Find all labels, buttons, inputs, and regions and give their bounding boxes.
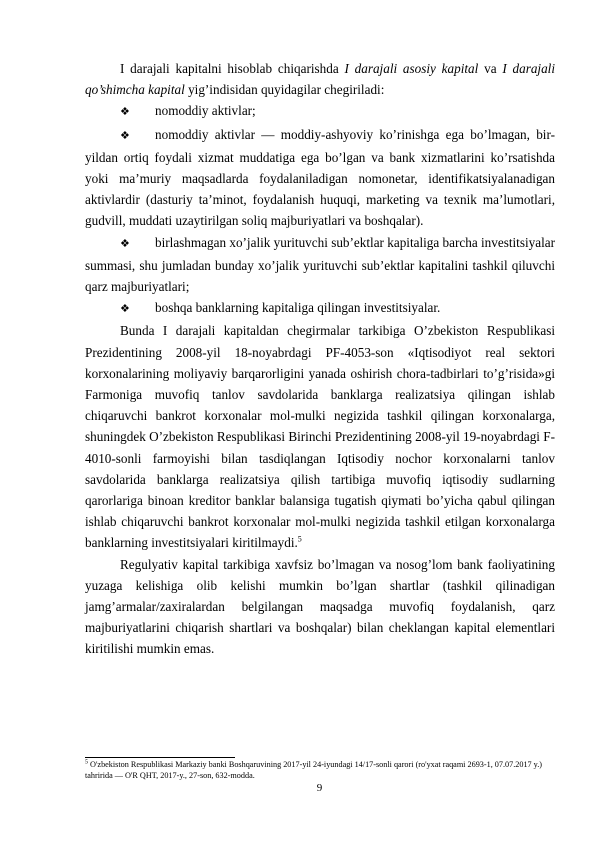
diamond-bullet-icon: ❖ [120,303,130,316]
bullet-text: nomoddiy aktivlar; [155,103,256,119]
intro-text-b: va [478,61,503,76]
footnote-marker: 5 [85,759,88,766]
bullet-item [85,232,555,298]
footnote-text: O'zbekiston Respublikasi Markaziy banki Boshqaruvining 2017-yil 24-iyundagi 14/17-sonli qarori (ro'yxat raqami 2693-1, 07.07.2017 y.) tahririda — O'R QHT, 2017-y., 27-son, 632-modda. [85,760,543,780]
bullet-item [85,124,555,232]
bullet-item [85,297,555,320]
diamond-bullet-icon: ❖ [120,106,130,119]
bullet-item [85,100,555,123]
bullet-text: birlashmagan xo’jalik yurituvchi sub’ektlar kapitaliga barcha investitsiyalar summasi, shu jumladan bunday xo’jalik yurituvchi sub’ektlar kapitalini tashkil qiluvchi qarz majburiyatlari; [85,234,555,295]
diamond-bullet-icon: ❖ [120,129,130,142]
diamond-bullet-icon: ❖ [120,237,130,250]
paragraph-regulatory-capital [85,554,555,660]
footnote-reference[interactable]: 5 [297,535,302,545]
bullet-text: boshqa banklarning kapitaliga qilingan investitsiyalar. [155,300,441,316]
bullet-text: nomoddiy aktivlar — moddiy-ashyoviy ko’rinishga ega bo’lmagan, bir-yildan ortiq foydali xizmat muddatiga ega bo’lgan va bank xizmatlarini ko’rsatishda yoki ma’muriy maqsadlarda foydalaniladigan nomonetar, identifikatsiyalanadigan aktivlardir (dasturiy ta’minot, foydalanish huquqi, marketing va texnik ma’lumotlari, gudvill, muddati uzaytirilgan soliq majburiyatlari va boshqalar). [85,126,555,229]
intro-text-c: yig’indisidan quyidagilar chegiriladi: [184,82,385,98]
intro-italic-b: I darajali qo’shimcha kapital [85,61,556,98]
intro-italic-a: I darajali asosiy kapital [344,61,479,76]
paragraph-regulatory-capital-text: Regulyativ kapital tarkibiga xavfsiz bo’lmagan va nosog’lom bank faoliyatining yuzaga kelishiga olib kelishi mumkin bo’lgan shartlar (tashkil qilinadigan jamg’armalar/zaxiralardan belgilangan maqsadga muvofiq foydalanish, qarz majburiyatlarini chiqarish shartlari va boshqalar) bilan cheklangan kapital elementlari kiritilishi mumkin emas. [85,556,555,657]
paragraph-deductions-text: Bunda I darajali kapitaldan chegirmalar tarkibiga O’zbekiston Respublikasi Prezidentining 2008-yil 18-noyabrdagi PF-4053-son «Iqtisodiyot real sektori korxonalarining moliyaviy barqarorligini yanada oshirish chora-tadbirlari to’g’risida»gi Farmoniga muvofiq tanlov savdolarida banklarga realizatsiya qilingan ishlab chiqaruvchi bankrot korxonalar mol-mulki negizida tashkil qilingan korxonalarga, shuningdek O’zbekiston Respublikasi Birinchi Prezidentining 2008-yil 19-noyabrdagi F-4010-sonli farmoyishi bilan tasdiqlangan Iqtisodiy nochor korxonalarni tanlov savdolarida banklarga realizatsiya qilish tartibiga muvofiq iqtisodiy sudlarning qarorlariga binoan kreditor banklar balansiga tugatish qiymati bo’yicha qabul qilingan ishlab chiqaruvchi bankrot korxonalar mol-mulki negizida tashkil etilgan korxonalarga banklarning investitsiyalari kiritilmaydi. [85,323,555,551]
page-number: 9 [316,782,323,794]
body-text [85,58,555,660]
footnote [85,760,555,781]
footnote-divider [85,757,235,758]
paragraph-deductions [85,320,555,553]
intro-paragraph [85,58,555,100]
intro-text-a: I darajali kapitalni hisoblab chiqarishda [120,61,345,76]
